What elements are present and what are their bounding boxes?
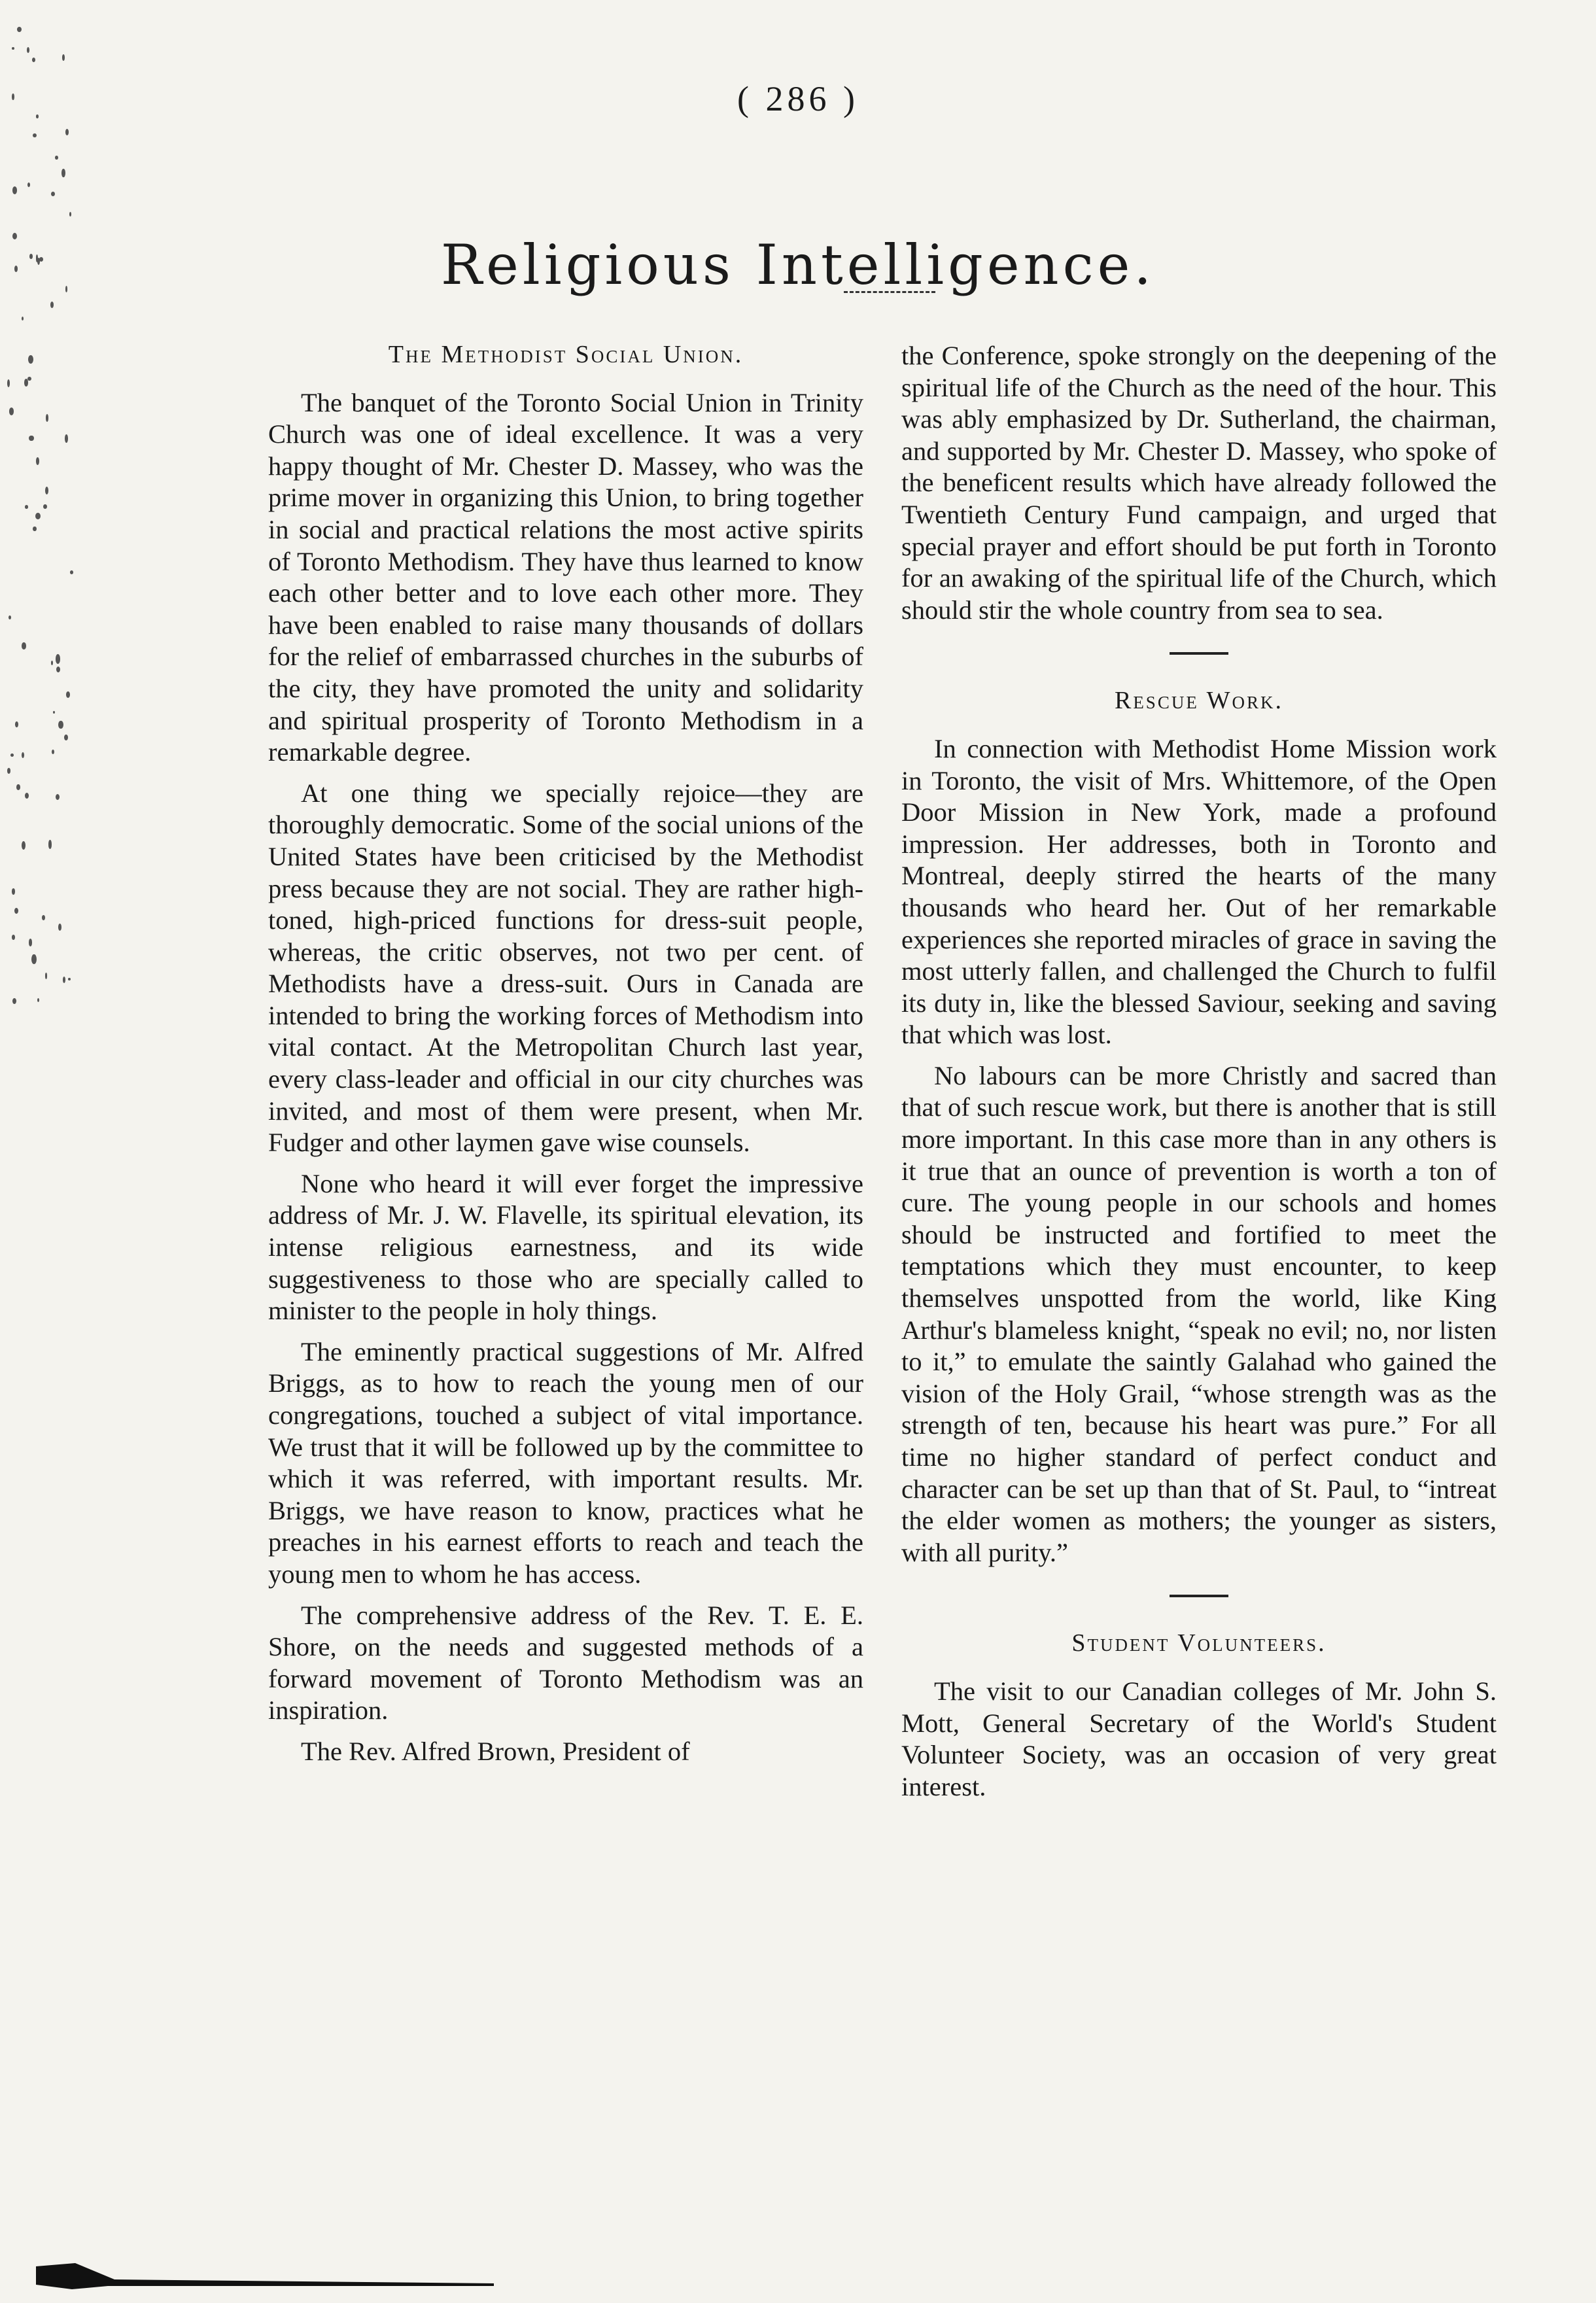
right-column bbox=[901, 340, 1497, 1812]
paragraph: The visit to our Canadian colleges of Mr. John S. Mott, General Secretary of the World's Student Volunteer Society, was an occasion of very great interest. bbox=[901, 1676, 1497, 1801]
scan-speck bbox=[17, 27, 22, 32]
scan-speck bbox=[48, 840, 52, 849]
scan-speck bbox=[42, 915, 45, 920]
left-column bbox=[268, 340, 863, 1777]
scan-speck bbox=[64, 735, 68, 740]
margin-specks bbox=[0, 0, 85, 1047]
section-heading-student-volunteers: Student Volunteers. bbox=[1071, 1629, 1327, 1657]
scan-speck bbox=[27, 182, 30, 187]
scan-speck bbox=[50, 302, 54, 307]
scan-speck bbox=[33, 527, 36, 531]
scan-speck bbox=[70, 570, 73, 574]
paragraph: The banquet of the Toronto Social Union in Trinity Church was one of ideal excellence. It was a very happy thought of Mr. Chester D. Massey, who was the prime mover in organizing this Union, to bring together in social and practical relations the most active spirits of Toronto Methodism. They have thus learned to know each other better and to love each other more. They have been enabled to raise many thousands of dollars for the relief of embarrassed churches in the suburbs of the city, they have promoted the unity and solidarity and spiritual prosperity of Toronto Methodism in a remarkable degree. bbox=[268, 387, 863, 767]
scan-speck bbox=[25, 505, 28, 509]
paragraph-continuation: the Conference, spoke strongly on the deepening of the spiritual life of the Church as the need of the hour. This was ably emphasized by Dr. Sutherland, the chairman, and supported by Mr. Chester D. Massey, who spoke of the beneficent results which have already followed the Twentieth Century Fund campaign, and urged that special prayer and effort should be put forth in Toronto for an awaking of the spiritual life of the Church, which should stir the whole country from sea to sea. bbox=[901, 341, 1497, 625]
scan-speck bbox=[12, 998, 16, 1004]
section-divider bbox=[1170, 1595, 1228, 1597]
paragraph: No labours can be more Christly and sacred than that of such rescue work, but there is another that is still more important. In this case more than in any others is it true that an ounce of prevention is worth a ton of cure. The young people in our schools and homes should be instructed and fortified to meet the temptations which they must encounter, to keep themselves unspotted from the world, like King Arthur's blameless knight, “speak no evil; no, nor listen to it,” to emulate the saintly Galahad who gained the vision of the Holy Grail, “whose strength was as the strength of ten, because his heart was pure.” For all time no higher standard of perfect conduct and character can be set up than that of St. Paul, to “intreat the elder women as mothers; the younger as sisters, with all purity.” bbox=[901, 1060, 1497, 1567]
scan-speck bbox=[68, 978, 71, 980]
scan-speck bbox=[22, 752, 24, 758]
paragraph: None who heard it will ever forget the impressive address of Mr. J. W. Flavelle, its spiritual elevation, its intense religious earnestness, and its wide suggestiveness to those who are specially called to minister to the people in holy things. bbox=[268, 1168, 863, 1326]
scan-speck bbox=[51, 661, 53, 665]
scan-speck bbox=[12, 47, 14, 50]
scan-speck bbox=[25, 793, 29, 799]
scan-speck bbox=[27, 47, 29, 52]
page-number: ( 286 ) bbox=[737, 79, 859, 118]
scan-speck bbox=[35, 513, 41, 519]
scan-speck bbox=[66, 691, 70, 698]
scan-speck bbox=[56, 794, 60, 800]
scan-speck bbox=[52, 750, 54, 754]
scan-speck bbox=[53, 711, 55, 714]
scan-speck bbox=[58, 924, 61, 931]
scan-speck bbox=[32, 58, 35, 62]
scan-speck bbox=[16, 784, 20, 789]
scan-speck bbox=[45, 973, 48, 978]
section-heading-social-union: The Methodist Social Union. bbox=[388, 341, 744, 368]
scan-speck bbox=[56, 654, 61, 664]
scan-speck bbox=[7, 379, 10, 387]
scan-speck bbox=[9, 615, 11, 619]
scan-speck bbox=[22, 317, 24, 320]
scan-speck bbox=[12, 935, 15, 940]
title-ornament bbox=[844, 291, 935, 293]
section-heading-rescue-work: Rescue Work. bbox=[1114, 687, 1284, 715]
scan-speck bbox=[15, 721, 18, 727]
scan-speck bbox=[33, 133, 37, 138]
scan-speck bbox=[9, 407, 14, 415]
scan-speck bbox=[22, 841, 26, 850]
scan-speck bbox=[61, 169, 65, 177]
scan-speck bbox=[22, 642, 26, 649]
scan-speck bbox=[51, 192, 55, 197]
scan-speck bbox=[12, 186, 17, 194]
scan-speck bbox=[36, 457, 39, 465]
scan-speck bbox=[65, 129, 69, 135]
section-divider bbox=[1170, 652, 1228, 655]
scan-speck bbox=[24, 379, 29, 387]
paragraph: The Rev. Alfred Brown, President of bbox=[301, 1736, 690, 1766]
scan-speck bbox=[56, 667, 60, 672]
scan-speck bbox=[65, 434, 68, 443]
paragraph: The comprehensive address of the Rev. T. E. E. Shore, on the needs and suggested methods of a forward movement of Toronto Methodism was an inspiration. bbox=[268, 1600, 863, 1725]
scan-smudge bbox=[36, 2260, 494, 2293]
paragraph: The eminently practical suggestions of Mr. Alfred Briggs, as to how to reach the young men of our congregations, touched a subject of vital importance. We trust that it will be followed up by the committee to which it was referred, with important results. Mr. Briggs, we have reason to know, practices what he preaches in his earnest efforts to reach and teach the young men to whom he has access. bbox=[268, 1336, 863, 1589]
paragraph: At one thing we specially rejoice—they are thoroughly democratic. Some of the social unions of the United States have been criticised by the Methodist press because they are not social. They are rather high-toned, high-priced functions for dress-suit people, whereas, the critic observes, not two per cent. of Methodists have a dress-suit. Ours in Canada are intended to bring the working forces of Methodism into vital contact. At the Metropolitan Church last year, every class-leader and official in our city churches was invited, and most of them were present, when Mr. Fudger and other laymen gave wise counsels. bbox=[268, 778, 863, 1158]
scan-speck bbox=[29, 939, 32, 946]
scan-speck bbox=[14, 908, 18, 914]
scan-speck bbox=[45, 487, 48, 494]
scan-speck bbox=[27, 377, 31, 381]
scan-speck bbox=[43, 504, 47, 510]
page-title: Religious Intelligence. bbox=[440, 233, 1156, 298]
scan-speck bbox=[12, 888, 15, 894]
scan-speck bbox=[69, 212, 72, 216]
scan-speck bbox=[63, 977, 65, 983]
scan-speck bbox=[7, 768, 10, 774]
scan-speck bbox=[37, 998, 39, 1002]
scan-speck bbox=[55, 156, 58, 160]
scan-speck bbox=[62, 54, 65, 60]
scan-speck bbox=[58, 721, 63, 729]
paragraph: In connection with Methodist Home Mission work in Toronto, the visit of Mrs. Whittemore, of the Open Door Mission in New York, made a profound impression. Her addresses, both in Toronto and Montreal, deeply stirred the hearts of the many thousands who heard her. Out of her remarkable experiences she reported miracles of grace in saving the most utterly fallen, and challenged the Church to fulfil its duty in, like the blessed Saviour, seeking and saving that which was lost. bbox=[901, 733, 1497, 1050]
scan-speck bbox=[46, 414, 49, 422]
scan-speck bbox=[31, 954, 36, 964]
scan-speck bbox=[29, 436, 33, 442]
scan-speck bbox=[10, 753, 14, 757]
scan-speck bbox=[28, 355, 33, 364]
